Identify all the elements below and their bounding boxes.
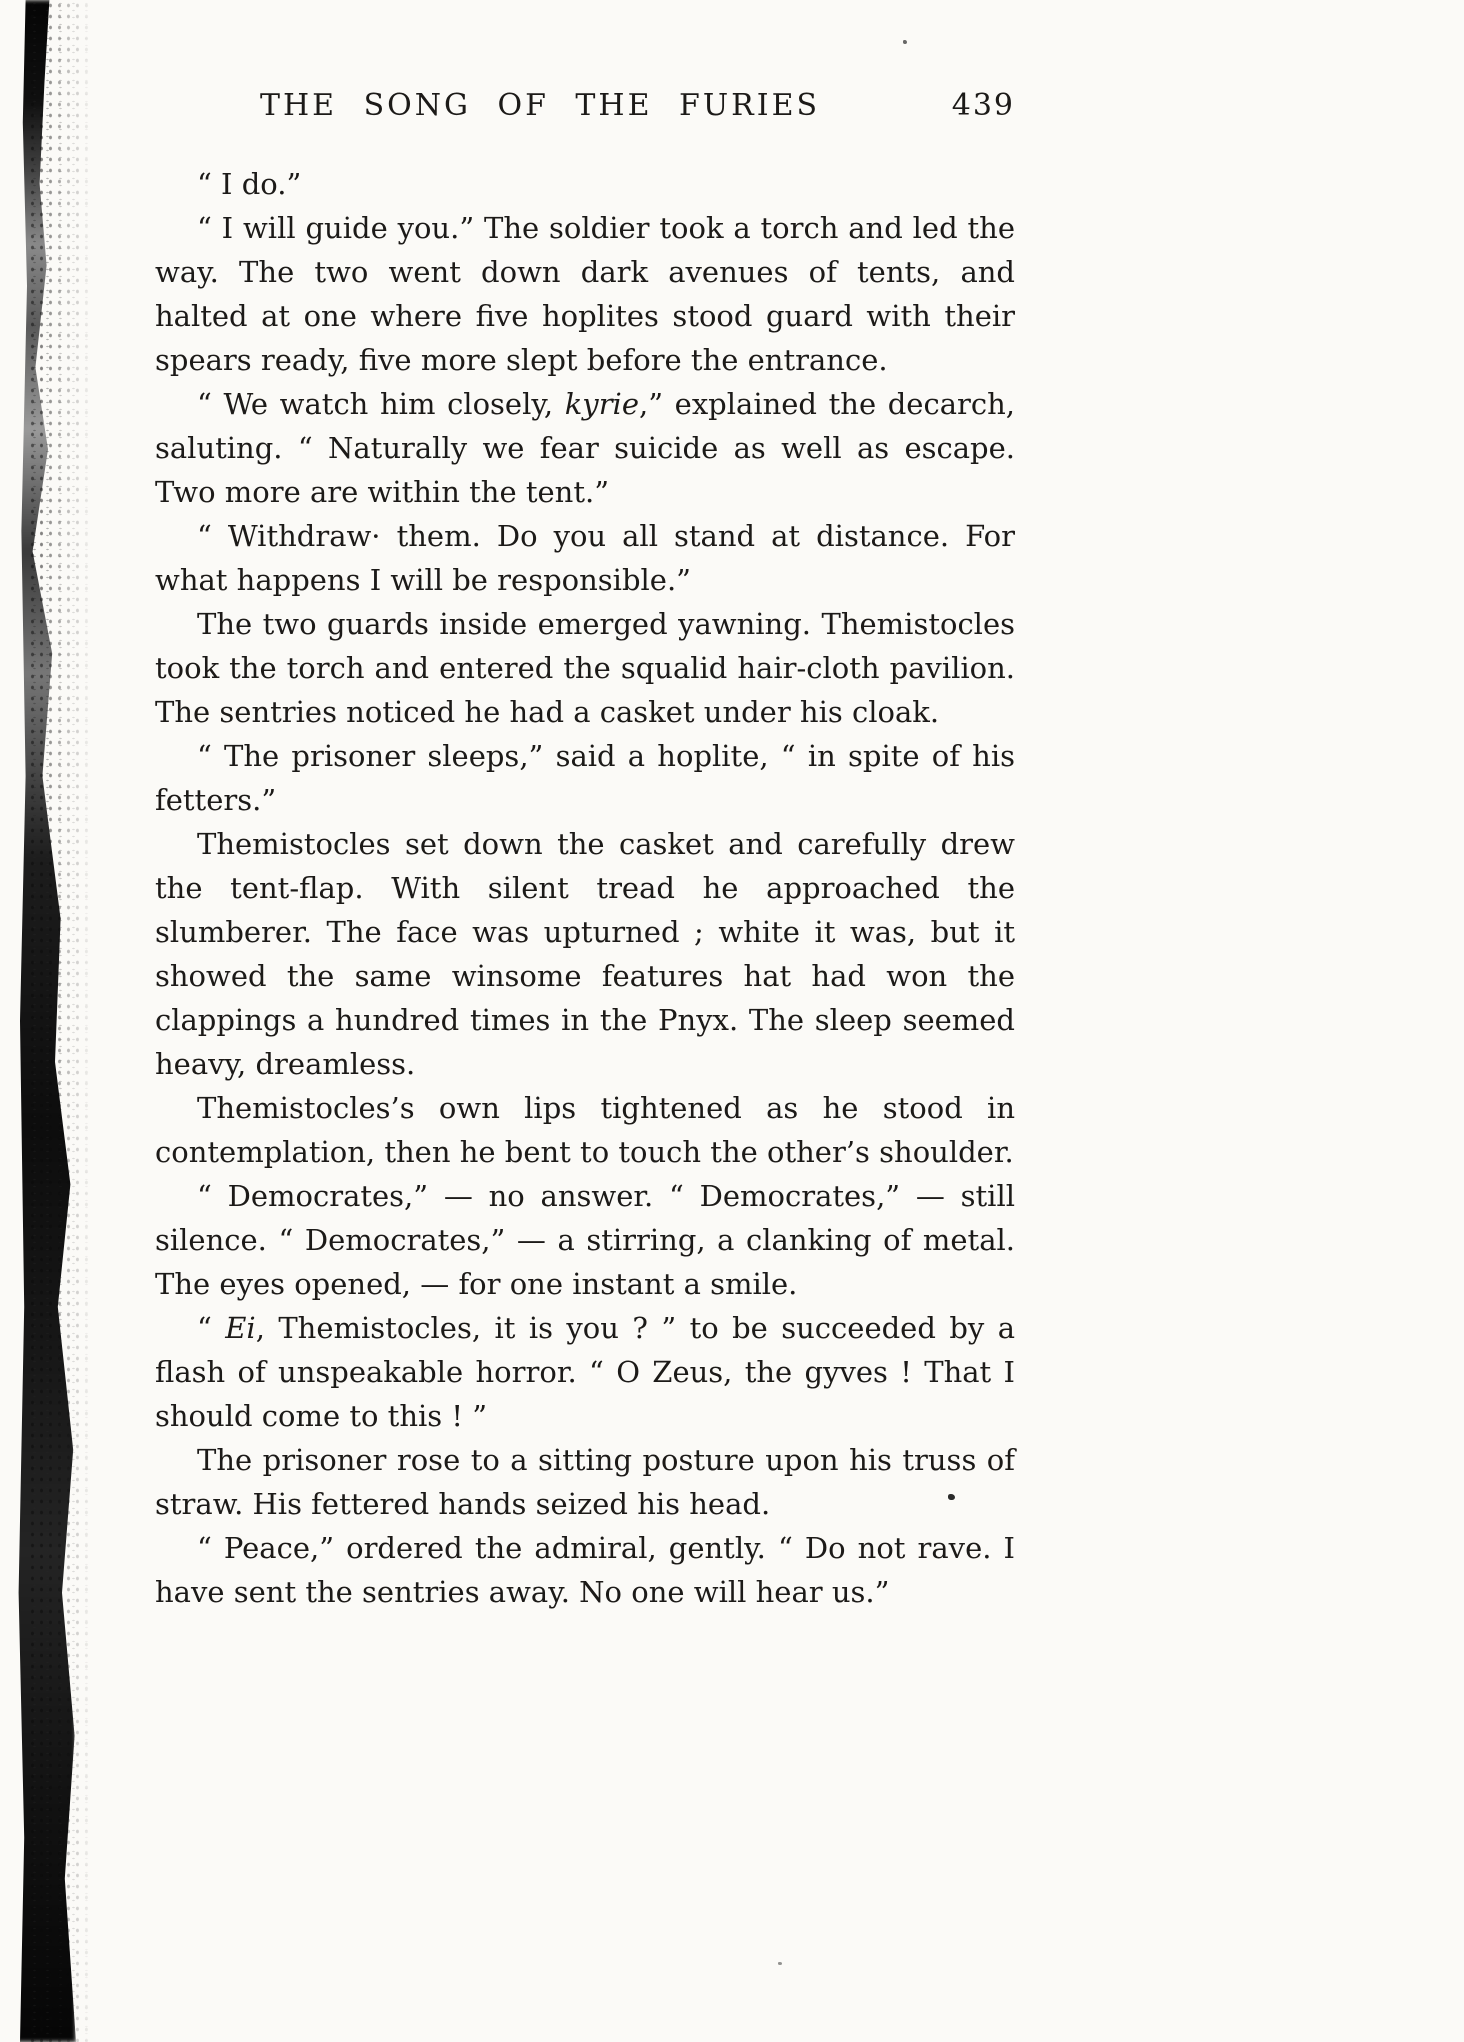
paragraph: The prisoner rose to a sitting posture upon his truss of straw. His fettered hands seized his head. [155,1443,1015,1521]
paragraph: Themistocles set down the casket and carefully drew the tent-flap. With silent tread he approached the slumberer. The face was upturned ; white it was, but it showed the same winsome features hat had won the clappings a hundred times in the Pnyx. The sleep seemed heavy, dreamless. [155,827,1015,1081]
running-head [155,88,1015,134]
body-text [155,162,1015,1614]
scan-speck [903,40,907,44]
paragraph: “ I will guide you.” The soldier took a torch and led the way. The two went down dark avenues of tents, and halted at one where five hoplites stood guard with their spears ready, five more slept before the entrance. [155,211,1015,377]
paragraph: “ Ei, Themistocles, it is you ? ” to be succeeded by a flash of unspeakable horror. “ O Zeus, the gyves ! That I should come to this ! ” [155,1311,1015,1433]
paragraph: “ I do.” [197,167,302,201]
scan-artifact-left [6,0,76,2042]
paragraph: The two guards inside emerged yawning. Themistocles took the torch and entered the squalid hair-cloth pavilion. The sentries noticed he had a casket under his cloak. [155,607,1015,729]
scan-speck [778,1962,782,1965]
text-column [155,88,1015,1614]
paragraph: “ The prisoner sleeps,” said a hoplite, “ in spite of his fetters.” [155,739,1015,817]
scan-artifact-speckle [28,0,98,2042]
paragraph: “ We watch him closely, kyrie,” explained the decarch, saluting. “ Naturally we fear suicide as well as escape. Two more are within the tent.” [155,387,1015,509]
page-header-title: THE SONG OF THE FURIES [259,88,821,123]
paragraph: “ Withdraw· them. Do you all stand at distance. For what happens I will be responsible.” [155,519,1015,597]
paragraph: “ Peace,” ordered the admiral, gently. “ Do not rave. I have sent the sentries away. No one will hear us.” [155,1531,1015,1609]
page-number: 439 [951,88,1015,123]
paragraph: Themistocles’s own lips tightened as he stood in contemplation, then he bent to touch the other’s shoulder. [155,1091,1015,1169]
paragraph: “ Democrates,” — no answer. “ Democrates,” — still silence. “ Democrates,” — a stirring, a clanking of metal. The eyes opened, — for one instant a smile. [155,1179,1015,1301]
